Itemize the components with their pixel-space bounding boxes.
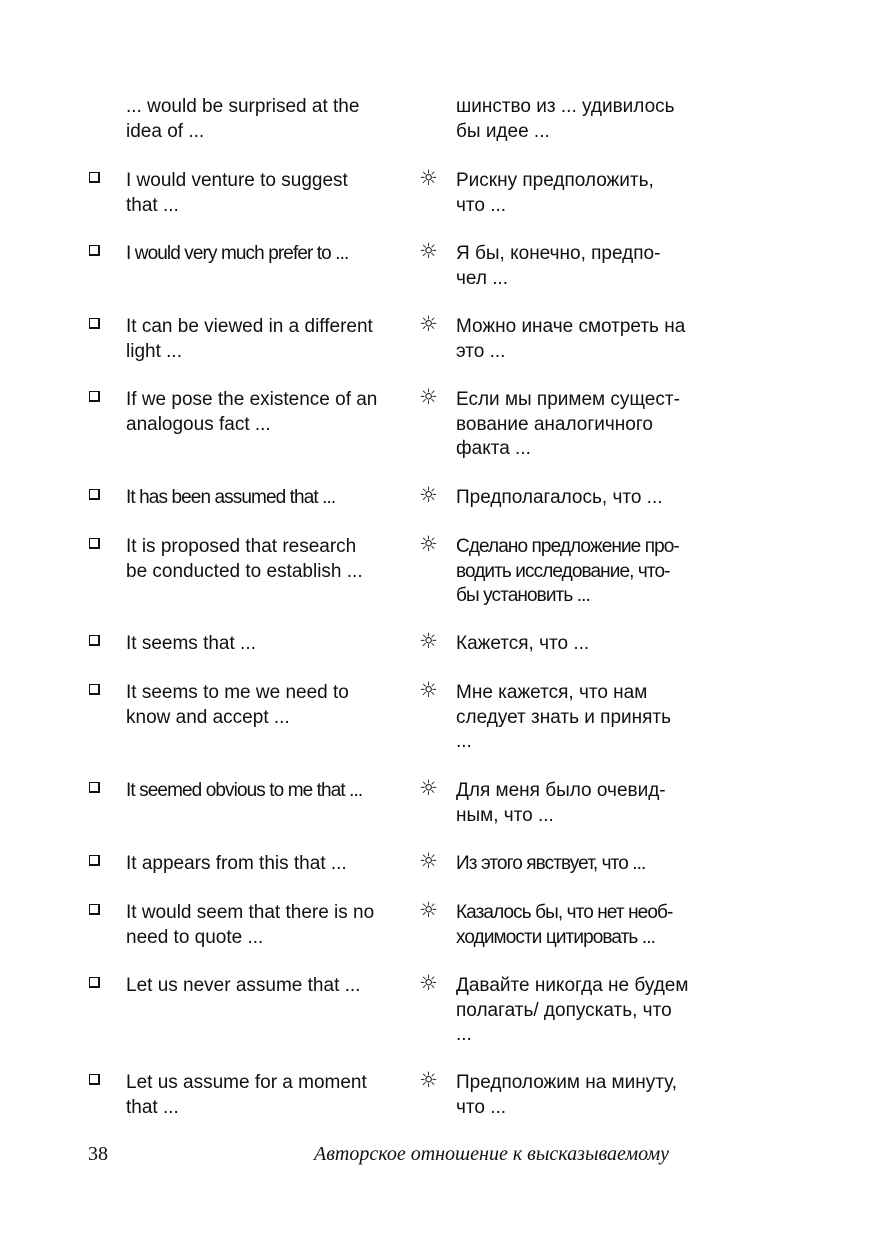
russian-translation: Предполагалось, что ... xyxy=(456,487,663,508)
russian-translation: Казалось бы, что нет необ- ходимости цитировать ... xyxy=(456,902,673,948)
english-phrase: I would very much prefer to ... xyxy=(126,243,349,264)
sun-bullet-icon: ☼ xyxy=(419,312,438,336)
russian-translation: Если мы примем сущест- вование аналогичного факта ... xyxy=(456,389,680,459)
checkbox-bullet-icon xyxy=(89,904,100,915)
english-phrase: It has been assumed that ... xyxy=(126,487,336,508)
russian-translation: Предположим на минуту, что ... xyxy=(456,1072,678,1118)
checkbox-bullet-icon xyxy=(89,245,100,256)
checkbox-bullet-icon xyxy=(89,538,100,549)
sun-bullet-icon: ☼ xyxy=(419,629,438,653)
checkbox-bullet-icon xyxy=(89,977,100,988)
english-phrase: It can be viewed in a different light ... xyxy=(126,316,373,362)
english-phrase: It is proposed that research be conducted to establish ... xyxy=(126,536,363,582)
russian-translation: Давайте никогда не будем полагать/ допускать, что ... xyxy=(456,975,689,1045)
english-phrase: It seemed obvious to me that ... xyxy=(126,780,363,801)
sun-bullet-icon: ☼ xyxy=(419,239,438,263)
checkbox-bullet-icon xyxy=(89,172,100,183)
russian-translation: Можно иначе смотреть на это ... xyxy=(456,316,686,362)
english-phrase: It appears from this that ... xyxy=(126,853,347,874)
russian-translation: Рискну предположить, что ... xyxy=(456,170,654,216)
russian-translation: Мне кажется, что нам следует знать и принять ... xyxy=(456,682,672,752)
russian-translation: Сделано предложение про- водить исследование, что- бы установить ... xyxy=(456,536,679,606)
english-phrase: It seems to me we need to know and accept ... xyxy=(126,682,349,728)
sun-bullet-icon: ☼ xyxy=(419,678,438,702)
sun-bullet-icon: ☼ xyxy=(419,849,438,873)
checkbox-bullet-icon xyxy=(89,684,100,695)
english-phrase: Let us never assume that ... xyxy=(126,975,361,996)
english-phrase: ... would be surprised at the idea of ... xyxy=(126,96,360,142)
sun-bullet-icon: ☼ xyxy=(419,776,438,800)
sun-bullet-icon: ☼ xyxy=(419,532,438,556)
russian-translation: Для меня было очевид- ным, что ... xyxy=(456,780,666,826)
running-title: Авторское отношение к высказываемому xyxy=(314,1143,670,1165)
checkbox-bullet-icon xyxy=(89,318,100,329)
checkbox-bullet-icon xyxy=(89,1074,100,1085)
sun-bullet-icon: ☼ xyxy=(419,385,438,409)
english-phrase: If we pose the existence of an analogous fact ... xyxy=(126,389,378,435)
sun-bullet-icon: ☼ xyxy=(419,898,438,922)
english-phrase: I would venture to suggest that ... xyxy=(126,170,348,216)
russian-translation: шинство из ... удивилось бы идее ... xyxy=(456,96,675,142)
checkbox-bullet-icon xyxy=(89,391,100,402)
russian-translation: Кажется, что ... xyxy=(456,633,590,654)
checkbox-bullet-icon xyxy=(89,782,100,793)
checkbox-bullet-icon xyxy=(89,635,100,646)
checkbox-bullet-icon xyxy=(89,855,100,866)
russian-translation: Из этого явствует, что ... xyxy=(456,853,646,874)
english-phrase: Let us assume for a moment that ... xyxy=(126,1072,367,1118)
russian-translation: Я бы, конечно, предпо- чел ... xyxy=(456,243,661,289)
sun-bullet-icon: ☼ xyxy=(419,1068,438,1092)
checkbox-bullet-icon xyxy=(89,489,100,500)
sun-bullet-icon: ☼ xyxy=(419,483,438,507)
english-phrase: It seems that ... xyxy=(126,633,256,654)
english-phrase: It would seem that there is no need to quote ... xyxy=(126,902,375,948)
sun-bullet-icon: ☼ xyxy=(419,971,438,995)
page-number: 38 xyxy=(88,1143,108,1165)
sun-bullet-icon: ☼ xyxy=(419,166,438,190)
